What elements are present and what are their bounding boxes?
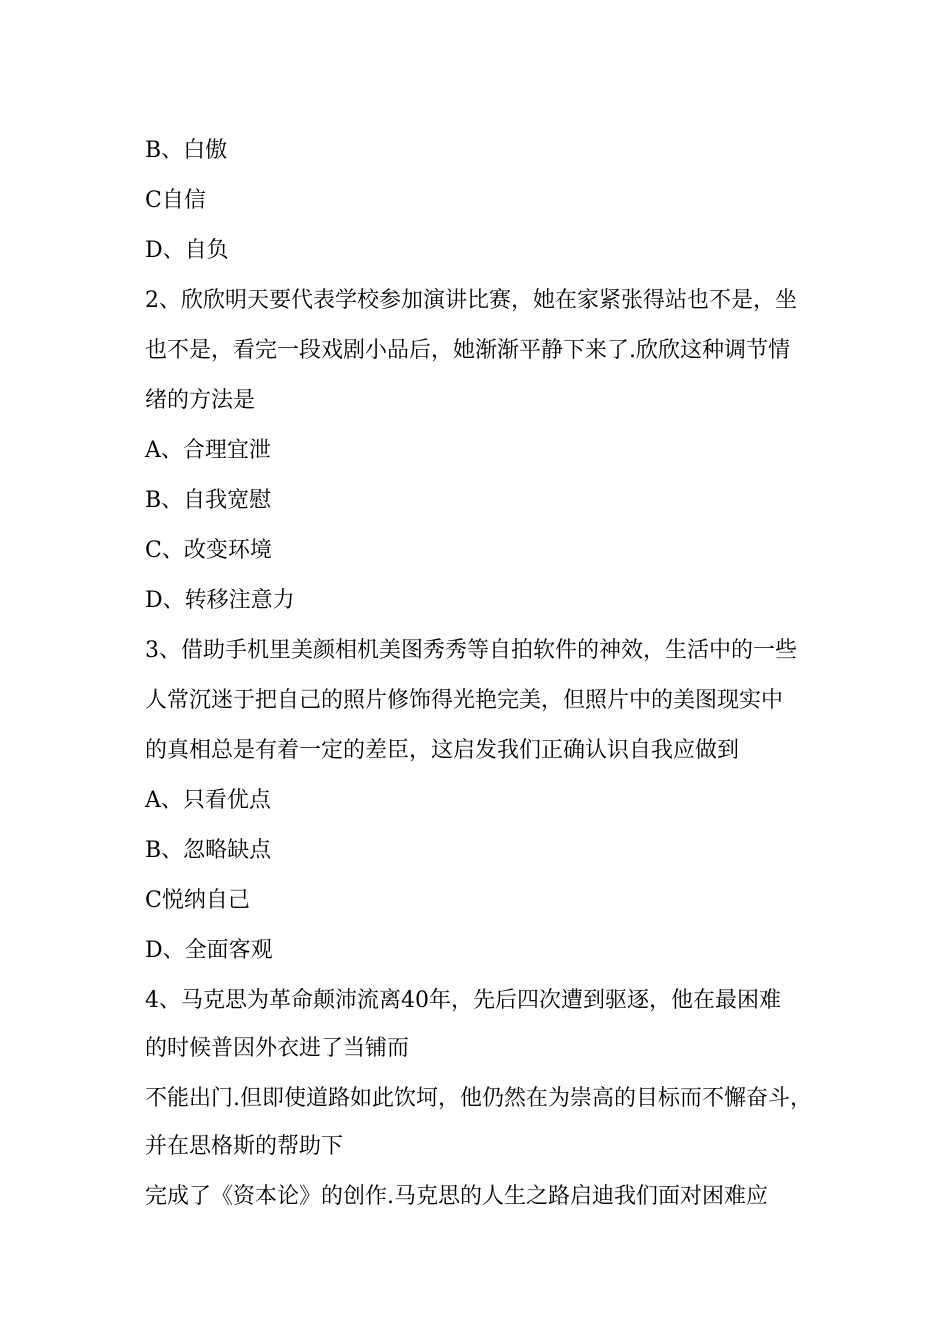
option-a-q2: A、合理宜泄 (145, 438, 271, 463)
question-4-line-2: 的时候普因外衣进了当铺而 (145, 1036, 410, 1061)
option-a-q3: A、只看优点 (145, 788, 271, 813)
option-d-q3: D、全面客观 (145, 938, 273, 963)
question-4-line-5: 完成了《资本论》的创作.马克思的人生之路启迪我们面对困难应 (145, 1184, 768, 1209)
option-b-q3: B、忽略缺点 (145, 838, 272, 863)
question-2-line-2: 也不是，看完一段戏剧小品后，她渐渐平静下来了.欣欣这种调节情 (145, 338, 790, 363)
question-4-line-3: 不能出门.但即使道路如此饮坷，他仍然在为崇高的目标而不懈奋斗， (145, 1086, 812, 1111)
option-c-q2: C、改变环境 (145, 538, 272, 563)
option-b-q1: B、白傲 (145, 138, 228, 163)
option-b-q2: B、自我宽慰 (145, 488, 272, 513)
option-d-q1: D、自负 (145, 238, 229, 263)
option-c-q3: C悦纳自己 (145, 888, 250, 913)
question-2-line-1: 2、欣欣明天要代表学校参加演讲比赛，她在家紧张得站也不是，坐 (145, 288, 797, 313)
question-3-line-3: 的真相总是有着一定的差臣，这启发我们正确认识自我应做到 (145, 738, 740, 763)
question-3-line-2: 人常沉迷于把自己的照片修饰得光艳完美，但照片中的美图现实中 (145, 688, 784, 713)
option-c-q1: C自信 (145, 188, 206, 213)
option-d-q2: D、转移注意力 (145, 588, 295, 613)
question-4-line-1: 4、马克思为革命颠沛流离40年，先后四次遭到驱逐，他在最困难 (145, 988, 781, 1013)
question-4-line-4: 并在思格斯的帮助下 (145, 1134, 344, 1159)
question-2-line-3: 绪的方法是 (145, 388, 256, 413)
question-3-line-1: 3、借助手机里美颜相机美图秀秀等自拍软件的神效，生活中的一些 (145, 638, 797, 663)
